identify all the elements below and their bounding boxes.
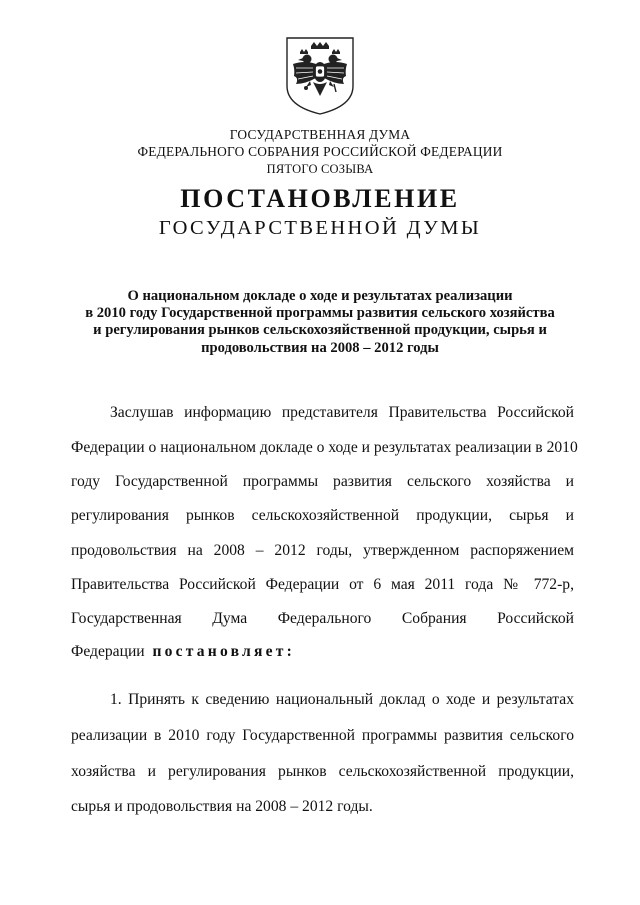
heading-line: и регулирования рынков сельскохозяйственной продукции, сырья и	[93, 322, 547, 339]
paragraph-line: 1. Принять к сведению национальный доклад о ходе и результатах	[110, 691, 574, 708]
paragraph-line: Федерации о национальном докладе о ходе и результатах реализации в 2010	[71, 439, 578, 456]
paragraph-line: хозяйства и регулирования рынков сельскохозяйственной продукции,	[71, 763, 574, 780]
heading-line: продовольствия на 2008 – 2012 годы	[201, 339, 439, 356]
document-subtitle: ГОСУДАРСТВЕННОЙ ДУМЫ	[158, 217, 482, 239]
paragraph-line: Заслушав информацию представителя Правительства Российской	[110, 404, 574, 421]
heading-line: О национальном докладе о ходе и результатах реализации	[127, 288, 513, 304]
resolution-heading	[40, 288, 600, 357]
paragraph-line: продовольствия на 2008 – 2012 годы, утвержденном распоряжением	[71, 542, 574, 559]
resolves-keyword: постановляет:	[152, 643, 295, 660]
org-name-line-2: ФЕДЕРАЛЬНОГО СОБРАНИЯ РОССИЙСКОЙ ФЕДЕРАЦИИ	[137, 144, 503, 159]
preamble-last-word: Федерации	[71, 643, 145, 660]
paragraph-line: реализации в 2010 году Государственной программы развития сельского	[71, 727, 574, 744]
org-name-line-1: ГОСУДАРСТВЕННАЯ ДУМА	[229, 127, 411, 142]
heading-line: в 2010 году Государственной программы развития сельского хозяйства	[85, 305, 555, 322]
paragraph-line	[71, 642, 574, 661]
document-title: ПОСТАНОВЛЕНИЕ	[180, 184, 460, 213]
paragraph-line: Государственная Дума Федерального Собрания Российской	[71, 610, 574, 627]
convocation-line: ПЯТОГО СОЗЫВА	[266, 162, 374, 176]
paragraph-line: регулирования рынков сельскохозяйственной продукции, сырья и	[71, 507, 574, 524]
paragraph-line: сырья и продовольствия на 2008 – 2012 годы.	[71, 798, 373, 815]
paragraph-line: году Государственной программы развития сельского хозяйства и	[71, 473, 574, 490]
paragraph-line: Правительства Российской Федерации от 6 мая 2011 года № 772-р,	[71, 576, 574, 593]
russian-double-headed-eagle-icon	[283, 34, 357, 116]
